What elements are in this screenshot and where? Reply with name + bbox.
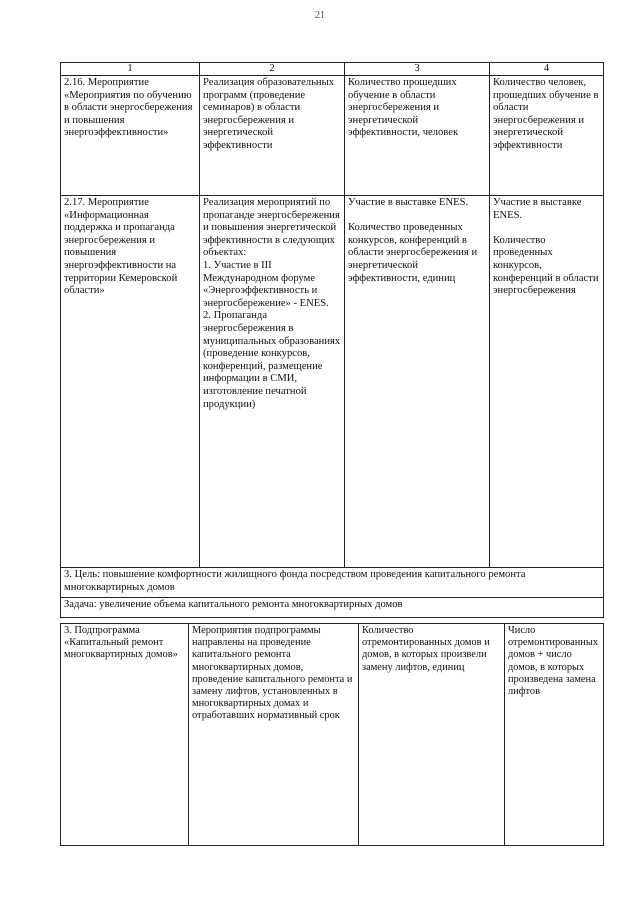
indicator-method-cell: Участие в выставке ENES. Количество проведенных конкурсов, конференций в области энергосбережения <box>490 196 604 568</box>
table-row <box>61 624 604 846</box>
indicator-cell: Участие в выставке ENES. Количество проведенных конкурсов, конференций в области энергосбережения и энергетической эффективности, единиц <box>345 196 490 568</box>
subprogram-description-cell: Мероприятия подпрограммы направлены на проведение капитального ремонта многоквартирных домов, проведение капитального ремонта и замену лифтов, установленных в многоквартирных домах и отработавших нормативный срок <box>189 624 359 846</box>
indicator-cell: Количество прошедших обучение в области энергосбережения и энергетической эффективности, человек <box>345 76 490 196</box>
table-row <box>61 76 604 196</box>
task-cell: Задача: увеличение объема капитального ремонта многоквартирных домов <box>61 598 604 618</box>
goal-row <box>61 568 604 598</box>
goal-cell: 3. Цель: повышение комфортности жилищного фонда посредством проведения капитального ремонта многоквартирных домов <box>61 568 604 598</box>
header-col-1: 1 <box>61 63 200 76</box>
measure-name-cell: 2.16. Мероприятие «Мероприятия по обучению в области энергосбережения и повышения энергоэффективности» <box>61 76 200 196</box>
task-row <box>61 598 604 618</box>
measure-description-cell: Реализация мероприятий по пропаганде энергосбережения и повышения энергетической эффективности в следующих объектах: 1. Участие в III Международном форуме «Энергоэффективность и энергосбережение» - ENES. 2. Пропаганда энергосбережения в муниципальных образованиях (проведение конкурсов, конференций, размещение информации в СМИ, изготовление печатной продукции) <box>200 196 345 568</box>
header-col-3: 3 <box>345 63 490 76</box>
measure-description-cell: Реализация образовательных программ (проведение семинаров) в области энергосбережения и энергетической эффективности <box>200 76 345 196</box>
header-row <box>61 63 604 76</box>
table-row <box>61 196 604 568</box>
subprogram-indicator-cell: Количество отремонтированных домов и домов, в которых произвели замену лифтов, единиц <box>359 624 505 846</box>
measures-table <box>60 62 604 618</box>
header-col-2: 2 <box>200 63 345 76</box>
page-number: 21 <box>315 10 325 21</box>
subprogram-method-cell: Число отремонтированных домов + число домов, в которых произведена замена лифтов <box>505 624 604 846</box>
program-table <box>60 62 603 846</box>
indicator-method-cell: Количество человек, прошедших обучение в области энергосбережения и энергетической эффективности <box>490 76 604 196</box>
measure-name-cell: 2.17. Мероприятие «Информационная поддержка и пропаганда энергосбережения и повышения энергоэффективности на территории Кемеровской области» <box>61 196 200 568</box>
subprogram-name-cell: 3. Подпрограмма «Капитальный ремонт многоквартирных домов» <box>61 624 189 846</box>
subprogram-table <box>60 623 604 846</box>
header-col-4: 4 <box>490 63 604 76</box>
